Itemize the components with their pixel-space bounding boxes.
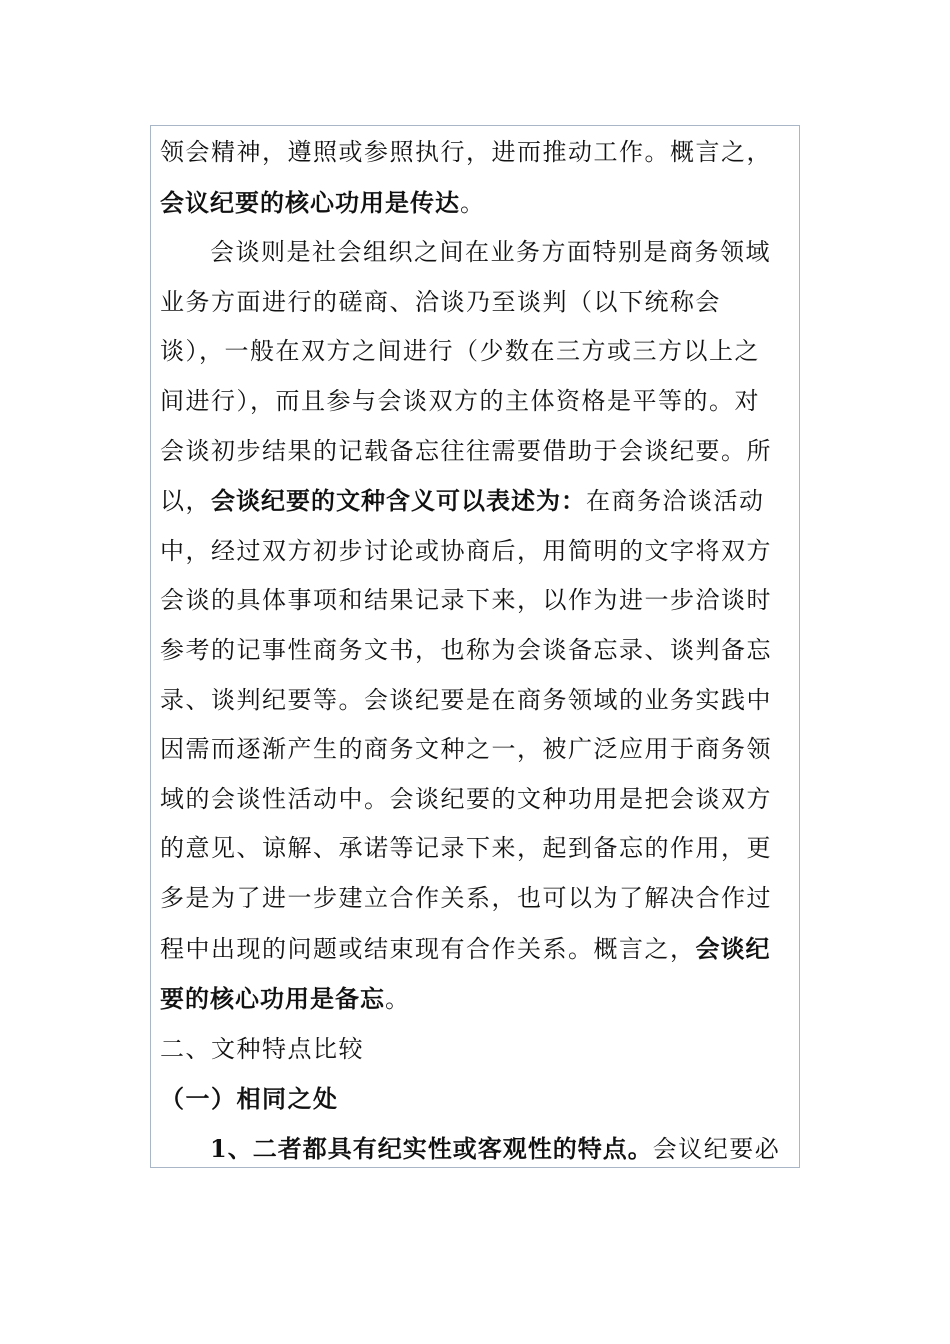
text-run: 在商务洽谈活动 — [586, 487, 765, 516]
text-run: 以， — [160, 487, 211, 516]
document-body — [160, 128, 781, 1174]
sub-heading: （一）相同之处 — [160, 1084, 339, 1114]
text-run: 程中出现的问题或结束现有合作关系。概言之， — [160, 934, 696, 963]
text-run: 业务方面进行的磋商、洽谈乃至谈判（以下统称会 — [160, 287, 721, 316]
numbered-point-text: 会议纪要必 — [652, 1134, 781, 1163]
numbered-point — [160, 1124, 781, 1175]
text-line — [160, 874, 773, 924]
text-line — [160, 824, 773, 874]
text-run: 多是为了进一步建立合作关系，也可以为了解决合作过 — [160, 883, 772, 912]
text-line — [160, 924, 773, 975]
text-line — [160, 576, 773, 626]
text-line — [160, 974, 773, 1025]
text-line — [160, 527, 773, 577]
paragraph-lines — [160, 128, 773, 1025]
text-line — [160, 377, 773, 427]
text-run: 的意见、谅解、承诺等记录下来，起到备忘的作用，更 — [160, 834, 772, 863]
text-run: 。 — [460, 188, 486, 217]
text-run: 中，经过双方初步讨论或协商后，用简明的文字将双方 — [160, 536, 772, 565]
text-line — [160, 128, 773, 178]
text-line — [160, 725, 773, 775]
text-line — [160, 427, 773, 477]
page-frame — [150, 125, 800, 1168]
text-run: 会谈的具体事项和结果记录下来，以作为进一步洽谈时 — [160, 586, 772, 615]
text-line — [160, 476, 773, 527]
text-line — [160, 626, 773, 676]
text-run: 参考的记事性商务文书，也称为会谈备忘录、谈判备忘 — [160, 635, 772, 664]
text-run: 会谈初步结果的记载备忘往往需要借助于会谈纪要。所 — [160, 436, 772, 465]
text-run: 谈），一般在双方之间进行（少数在三方或三方以上之 — [160, 337, 760, 366]
bold-text: 会谈纪要的文种含义可以表述为： — [211, 486, 586, 516]
text-line — [160, 775, 773, 825]
text-line — [160, 676, 773, 726]
section-heading: 二、文种特点比较 — [160, 1034, 364, 1063]
numbered-point-title: 1、二者都具有纪实性或客观性的特点。 — [210, 1133, 653, 1163]
text-run: 间进行），而且参与会谈双方的主体资格是平等的。对 — [160, 386, 760, 415]
bold-text: 要的核心功用是备忘 — [160, 984, 385, 1014]
text-line — [160, 278, 773, 328]
text-run: 因需而逐渐产生的商务文种之一，被广泛应用于商务领 — [160, 735, 772, 764]
text-run: 域的会谈性活动中。会谈纪要的文种功用是把会谈双方 — [160, 784, 772, 813]
text-run: 领会精神，遵照或参照执行，进而推动工作。概言之， — [160, 138, 772, 166]
bold-text: 会议纪要的核心功用是传达 — [160, 187, 460, 217]
text-run: 。 — [385, 985, 411, 1014]
text-line — [160, 327, 773, 377]
text-line — [160, 178, 773, 229]
bold-text: 会谈纪 — [695, 933, 771, 963]
text-line — [160, 228, 773, 278]
text-run: 会谈则是社会组织之间在业务方面特别是商务领域 — [210, 238, 771, 267]
text-run: 录、谈判纪要等。会谈纪要是在商务领域的业务实践中 — [160, 685, 772, 714]
